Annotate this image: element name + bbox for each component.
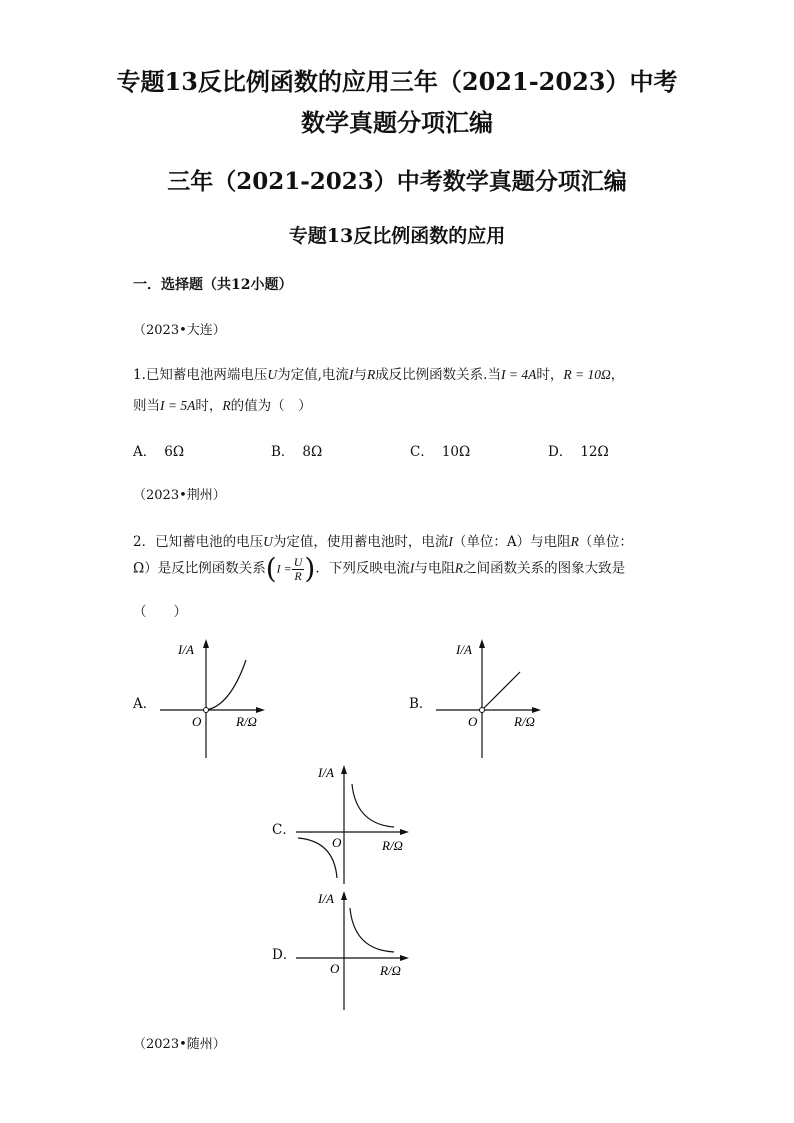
main-title: 三年（2021-2023）中考数学真题分项汇编: [167, 168, 627, 195]
q2-line-1: 2．已知蓄电池的电压U为定值，使用蓄电池时，电流I（单位：A）与电阻R（单位：: [133, 534, 633, 550]
graph-a[interactable]: [150, 630, 280, 760]
q1-option-b[interactable]: B． 8Ω: [271, 444, 323, 460]
q1-source: （2023•大连）: [133, 323, 226, 338]
q3-source: （2023•随州）: [133, 1037, 226, 1052]
graph-b[interactable]: [426, 630, 556, 760]
graph-c-x-label: R/Ω: [382, 838, 403, 853]
graph-d[interactable]: [292, 882, 422, 1012]
graph-b-y-label: I/A: [456, 642, 472, 657]
graph-d-origin: O: [330, 961, 340, 976]
q2-option-d-label[interactable]: D．: [272, 947, 297, 963]
q2-line-2: Ω）是反比例函数关系(I = $\frac{U}{R}$ )．下列反映电流I与电阻R之间函数关系的图象大致是: [133, 552, 626, 585]
q2-option-a-label[interactable]: A．: [133, 696, 157, 712]
q1-line-1: 1.已知蓄电池两端电压U为定值,电流I与R成反比例函数关系.当I = 4A时，R = 10Ω，: [133, 367, 625, 383]
graph-a-y-label: I/A: [178, 642, 194, 657]
q2-option-b-label[interactable]: B．: [409, 696, 433, 712]
graph-c[interactable]: [292, 756, 422, 886]
q1-option-a[interactable]: A． 6Ω: [133, 444, 185, 460]
graph-b-origin: O: [468, 714, 478, 729]
graph-a-x-label: R/Ω: [236, 714, 257, 729]
graph-a-origin: O: [192, 714, 202, 729]
section-heading: 一．选择题（共12小题）: [133, 277, 293, 293]
formula-fraction: $\frac{U}{R}$: [293, 554, 303, 583]
graph-b-x-label: R/Ω: [514, 714, 535, 729]
q2-source: （2023•荆州）: [133, 488, 226, 503]
title-line-1: 专题13反比例函数的应用三年（2021-2023）中考: [116, 67, 678, 96]
q2-option-c-label[interactable]: C．: [272, 822, 296, 838]
graph-c-y-label: I/A: [318, 765, 334, 780]
graph-d-y-label: I/A: [318, 891, 334, 906]
q2-line-3: （ ）: [133, 604, 187, 620]
graph-d-x-label: R/Ω: [380, 963, 401, 978]
sub-title: 专题13反比例函数的应用: [288, 225, 506, 247]
q1-option-c[interactable]: C． 10Ω: [410, 444, 471, 460]
graph-c-origin: O: [332, 835, 342, 850]
q1-option-d[interactable]: D． 12Ω: [548, 444, 609, 460]
title-line-2: 数学真题分项汇编: [301, 108, 493, 137]
q1-line-2: 则当I = 5A时，R的值为（ ）: [133, 398, 312, 414]
